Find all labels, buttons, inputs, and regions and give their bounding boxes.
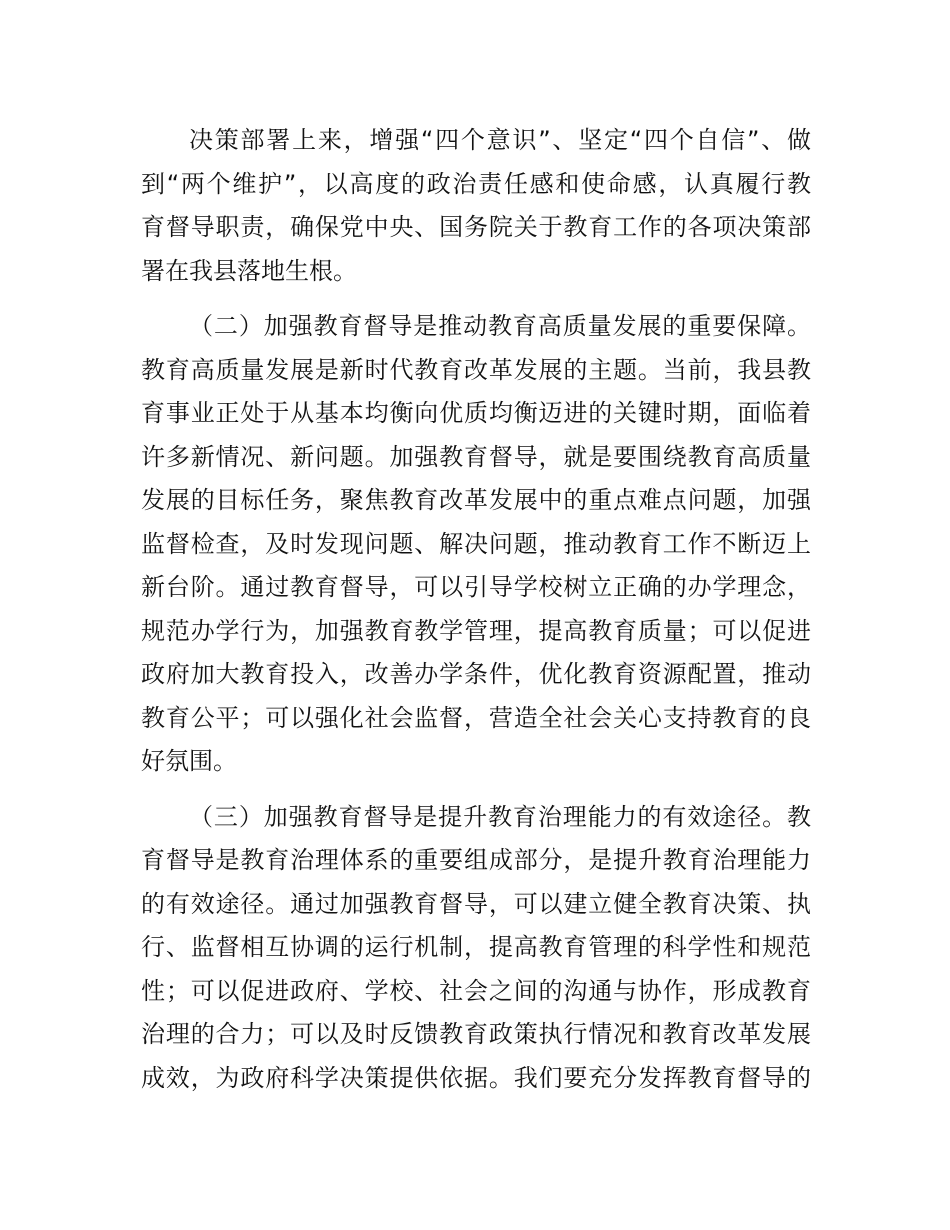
text-line: 教育高质量发展是新时代教育改革发展的主题。当前，我县教: [141, 355, 811, 384]
text-line: 教育公平；可以强化社会监督，营造全社会关心支持教育的良: [141, 703, 811, 732]
text-line: 发展的目标任务，聚焦教育改革发展中的重点难点问题，加强: [141, 486, 811, 514]
text-line: 好氛围。: [141, 747, 237, 775]
document-page: [141, 119, 811, 1112]
text-line: 许多新情况、新问题。加强教育督导，就是要围绕教育高质量: [141, 442, 811, 471]
text-line: 育督导职责，确保党中央、国务院关于教育工作的各项决策部: [141, 213, 811, 241]
section-heading-line: （三）加强教育督导是提升教育治理能力的有效途径。教: [189, 802, 811, 831]
text-line: 署在我县落地生根。: [141, 256, 357, 285]
paragraph-3: [141, 796, 811, 1101]
text-line: 育事业正处于从基本均衡向优质均衡迈进的关键时期，面临着: [141, 399, 811, 427]
text-line: 新台阶。通过教育督导，可以引导学校树立正确的办学理念，: [141, 573, 811, 601]
text-line: 育督导是教育治理体系的重要组成部分，是提升教育治理能力: [141, 846, 811, 874]
paragraph-1: [141, 119, 811, 293]
text-line: 成效，为政府科学决策提供依据。我们要充分发挥教育督导的: [141, 1063, 811, 1092]
text-line: 行、监督相互协调的运行机制，提高教育管理的科学性和规范: [141, 933, 811, 961]
text-line: 治理的合力；可以及时反馈教育政策执行情况和教育改革发展: [141, 1020, 811, 1048]
section-heading-line: （二）加强教育督导是推动教育高质量发展的重要保障。: [189, 312, 811, 340]
text-line: 监督检查，及时发现问题、解决问题，推动教育工作不断迈上: [141, 529, 811, 558]
text-line: 决策部署上来，增强“四个意识”、坚定“四个自信”、做: [189, 126, 811, 154]
text-line: 政府加大教育投入，改善办学条件，优化教育资源配置，推动: [141, 660, 811, 688]
text-line: 性；可以促进政府、学校、社会之间的沟通与协作，形成教育: [141, 976, 811, 1005]
text-line: 规范办学行为，加强教育教学管理，提高教育质量；可以促进: [141, 616, 811, 645]
paragraph-2: [141, 305, 811, 784]
text-line: 到“两个维护”，以高度的政治责任感和使命感，认真履行教: [141, 169, 811, 198]
text-line: 的有效途径。通过加强教育督导，可以建立健全教育决策、执: [141, 889, 811, 918]
